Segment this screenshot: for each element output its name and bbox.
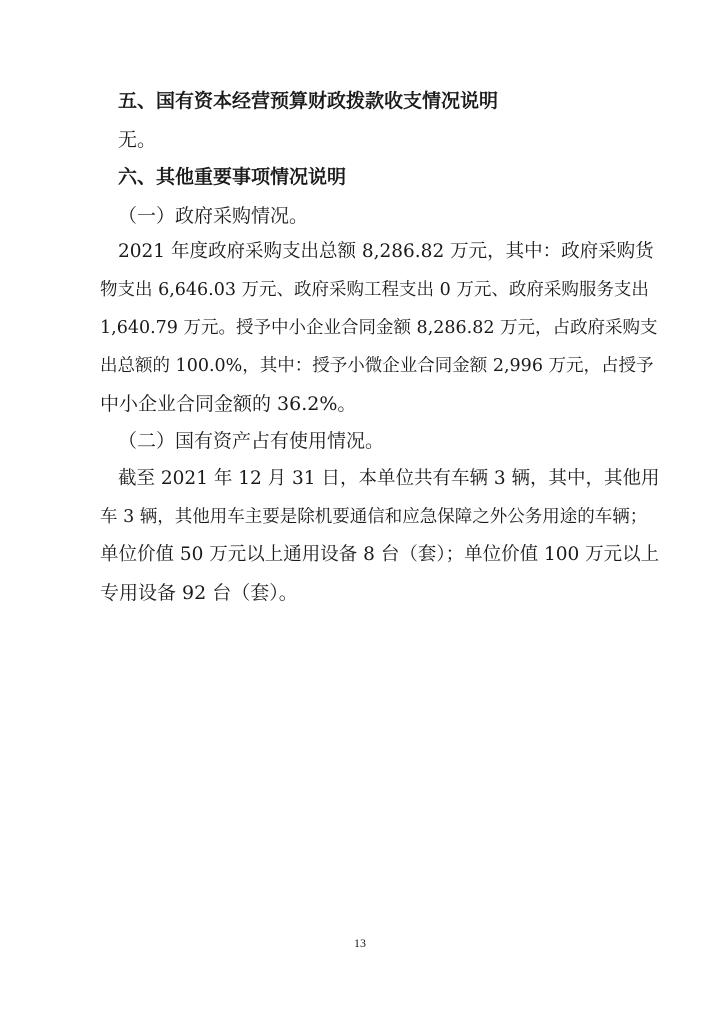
assets-line-1: 截至 2021 年 12 月 31 日，本单位共有车辆 3 辆，其中，其他用	[118, 468, 660, 489]
section-heading-6: 六、其他重要事项情况说明	[118, 166, 347, 188]
procurement-line-4: 出总额的 100.0%，其中：授予小微企业合同金额 2,996 万元，占授予	[100, 356, 654, 376]
procurement-line-1: 2021 年度政府采购支出总额 8,286.82 万元，其中：政府采购货	[118, 241, 654, 262]
assets-subheading: （二）国有资产占有使用情况。	[118, 430, 385, 452]
section-5-body: 无。	[118, 129, 157, 151]
procurement-subheading: （一）政府采购情况。	[118, 205, 309, 227]
section-heading-5: 五、国有资本经营预算财政拨款收支情况说明	[118, 90, 499, 112]
assets-line-4: 专用设备 92 台（套）。	[100, 582, 298, 604]
procurement-line-3: 1,640.79 万元。授予中小企业合同金额 8,286.82 万元，占政府采购支	[100, 318, 658, 338]
page-number: 13	[354, 936, 366, 950]
procurement-line-2: 物支出 6,646.03 万元、政府采购工程支出 0 万元、政府采购服务支出	[100, 280, 649, 300]
procurement-line-5: 中小企业合同金额的 36.2%。	[100, 393, 357, 415]
assets-line-2: 车 3 辆，其他用车主要是除机要通信和应急保障之外公务用途的车辆；	[100, 507, 648, 527]
assets-line-3: 单位价值 50 万元以上通用设备 8 台（套）；单位价值 100 万元以上	[100, 544, 660, 565]
